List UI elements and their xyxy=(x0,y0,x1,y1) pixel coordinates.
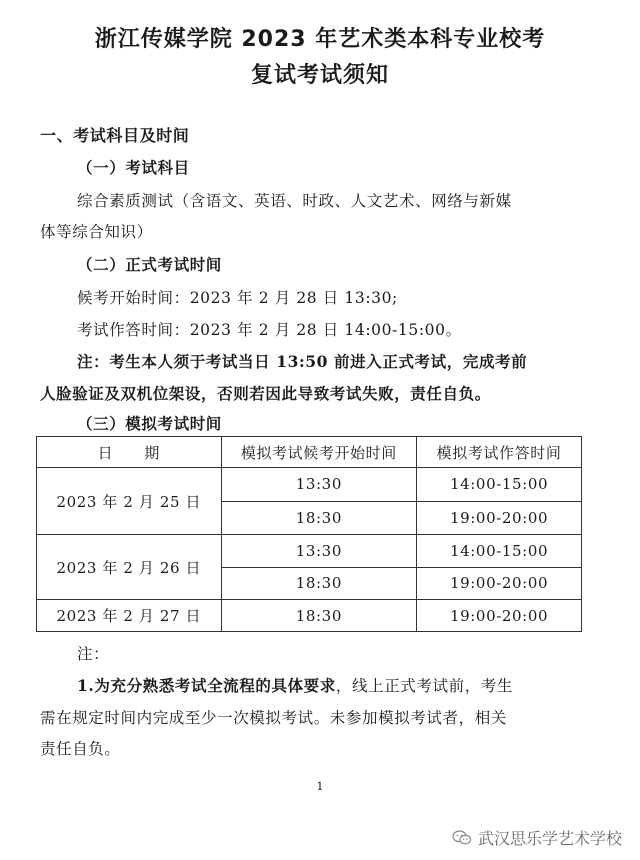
subsection-heading-subjects: （一）考试科目 xyxy=(77,158,190,177)
wechat-icon xyxy=(452,829,472,847)
date-cell: 2023 年 2 月 27 日 xyxy=(37,600,222,632)
formal-note-line1: 注：考生本人须于考试当日 13:50 前进入正式考试，完成考前 xyxy=(77,352,528,371)
subsection-heading-mock-time: （三）模拟考试时间 xyxy=(77,414,222,433)
subjects-text-line2: 体等综合知识） xyxy=(40,223,153,241)
watermark-text: 武汉思乐学艺术学校 xyxy=(477,829,622,848)
notes-item1-rest: ，线上正式考试前，考生 xyxy=(335,677,513,695)
notes-label: 注： xyxy=(77,645,110,663)
header-answer-time: 模拟考试作答时间 xyxy=(417,437,582,468)
wait-cell: 18:30 xyxy=(221,600,417,632)
notes-item1-line3: 责任自负。 xyxy=(40,740,121,758)
wait-cell: 13:30 xyxy=(221,468,417,502)
notes-item1-line1 xyxy=(77,674,513,696)
page-number: 1 xyxy=(316,780,324,793)
answer-cell: 19:00-20:00 xyxy=(417,567,582,600)
notes-item1-bold: 1.为充分熟悉考试全流程的具体要求 xyxy=(77,676,336,695)
date-cell: 2023 年 2 月 25 日 xyxy=(37,468,222,535)
header-date: 日 期 xyxy=(37,437,222,468)
formal-note-line2: 人脸验证及双机位架设，否则若因此导致考试失败，责任自负。 xyxy=(40,384,491,403)
date-cell: 2023 年 2 月 26 日 xyxy=(37,535,222,600)
notes-item1-line2: 需在规定时间内完成至少一次模拟考试。未参加模拟考试者，相关 xyxy=(40,709,507,727)
answer-cell: 19:00-20:00 xyxy=(417,501,582,535)
mock-exam-schedule-table xyxy=(36,436,582,632)
section-heading: 一、考试科目及时间 xyxy=(40,126,190,145)
document-title-line1: 浙江传媒学院 2023 年艺术类本科专业校考 xyxy=(94,27,546,52)
wait-start-time: 候考开始时间：2023 年 2 月 28 日 13:30; xyxy=(77,289,398,307)
table-row xyxy=(37,468,582,502)
header-wait-start: 模拟考试候考开始时间 xyxy=(221,437,417,468)
document-title-line2: 复试考试须知 xyxy=(250,63,389,88)
subjects-text-line1: 综合素质测试（含语文、英语、时政、人文艺术、网络与新媒 xyxy=(77,192,512,210)
watermark xyxy=(452,826,622,849)
wait-cell: 18:30 xyxy=(221,501,417,535)
table-row xyxy=(37,600,582,632)
subsection-heading-formal-time: （二）正式考试时间 xyxy=(77,255,222,274)
table-header-row xyxy=(37,437,582,468)
wait-cell: 13:30 xyxy=(221,535,417,568)
answer-cell: 19:00-20:00 xyxy=(417,600,582,632)
table-row xyxy=(37,535,582,568)
answer-time: 考试作答时间：2023 年 2 月 28 日 14:00-15:00。 xyxy=(77,321,462,339)
wait-cell: 18:30 xyxy=(221,567,417,600)
answer-cell: 14:00-15:00 xyxy=(417,468,582,502)
answer-cell: 14:00-15:00 xyxy=(417,535,582,568)
